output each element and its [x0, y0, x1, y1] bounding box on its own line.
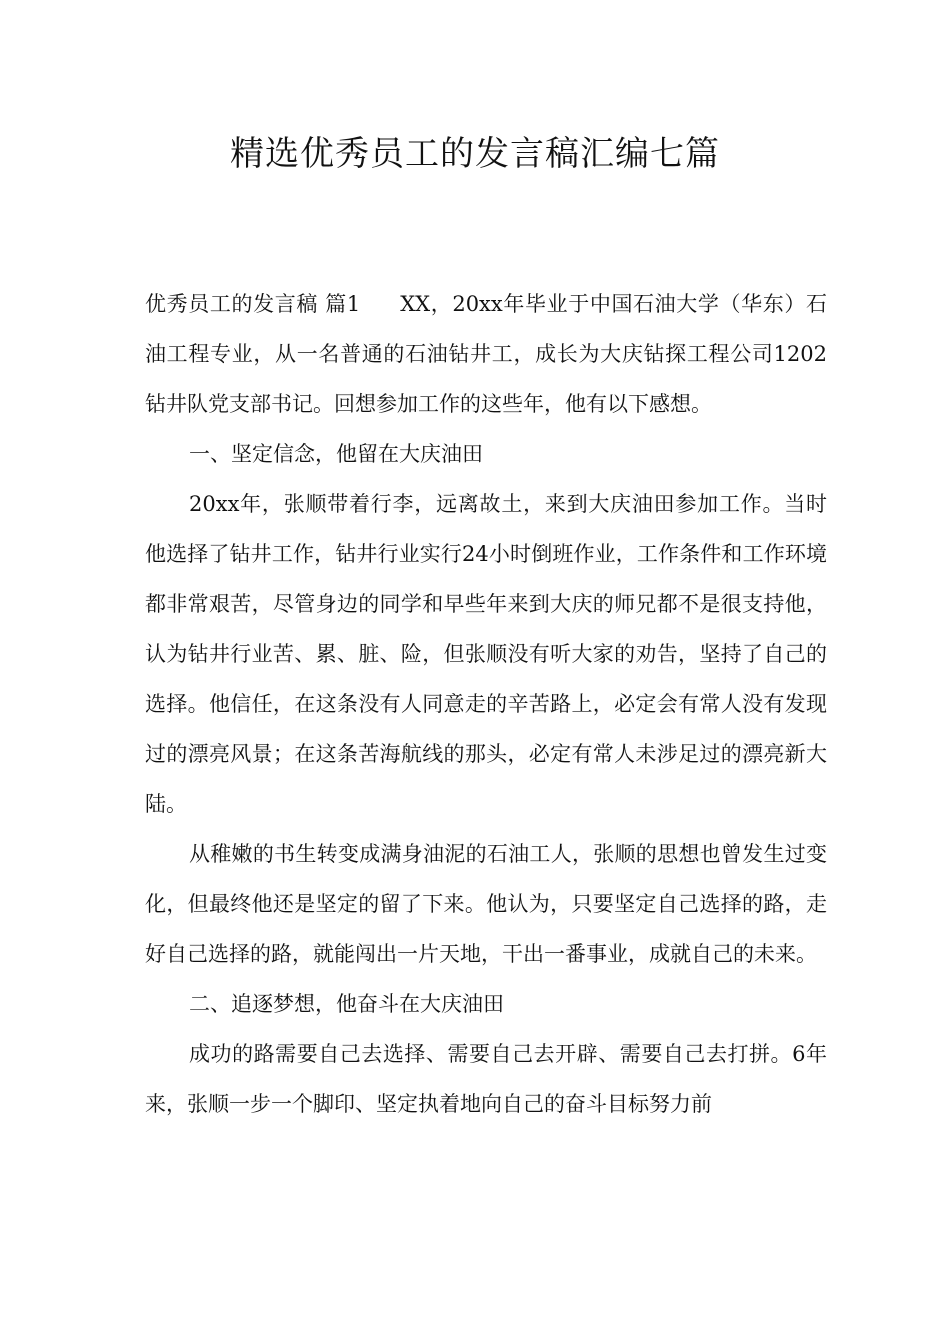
intro-heading: 优秀员工的发言稿 篇1: [145, 292, 361, 316]
paragraph-intro: [145, 279, 827, 429]
paragraph-2: 20xx年，张顺带着行李，远离故土，来到大庆油田参加工作。当时他选择了钻井工作，钻井行业实行24小时倒班作业，工作条件和工作环境都非常艰苦，尽管身边的同学和早些年来到大庆的师兄都不是很支持他，认为钻井行业苦、累、脏、险，但张顺没有听大家的劝告，坚持了自己的选择。他信任，在这条没有人同意走的辛苦路上，必定会有常人没有发现过的漂亮风景；在这条苦海航线的那头，必定有常人未涉足过的漂亮新大陆。: [145, 492, 827, 816]
paragraph-3: 从稚嫩的书生转变成满身油泥的石油工人，张顺的思想也曾发生过变化，但最终他还是坚定的留了下来。他认为，只要坚定自己选择的路，走好自己选择的路，就能闯出一片天地，干出一番事业，成就自己的未来。: [145, 842, 827, 966]
section-heading-2: 二、追逐梦想，他奋斗在大庆油田: [189, 992, 504, 1016]
document-title: 精选优秀员工的发言稿汇编七篇: [230, 134, 720, 174]
intro-text: XX，20xx年毕业于中国石油大学（华东）石油工程专业，从一名普通的石油钻井工，成长为大庆钻探工程公司1202钻井队党支部书记。回想参加工作的这些年，他有以下感想。: [145, 292, 827, 416]
paragraph-5: 成功的路需要自己去选择、需要自己去开辟、需要自己去打拼。6年来，张顺一步一个脚印、坚定执着地向自己的奋斗目标努力前: [145, 1042, 827, 1116]
section-heading-1: 一、坚定信念，他留在大庆油田: [189, 442, 483, 466]
document-body: [145, 279, 827, 1129]
